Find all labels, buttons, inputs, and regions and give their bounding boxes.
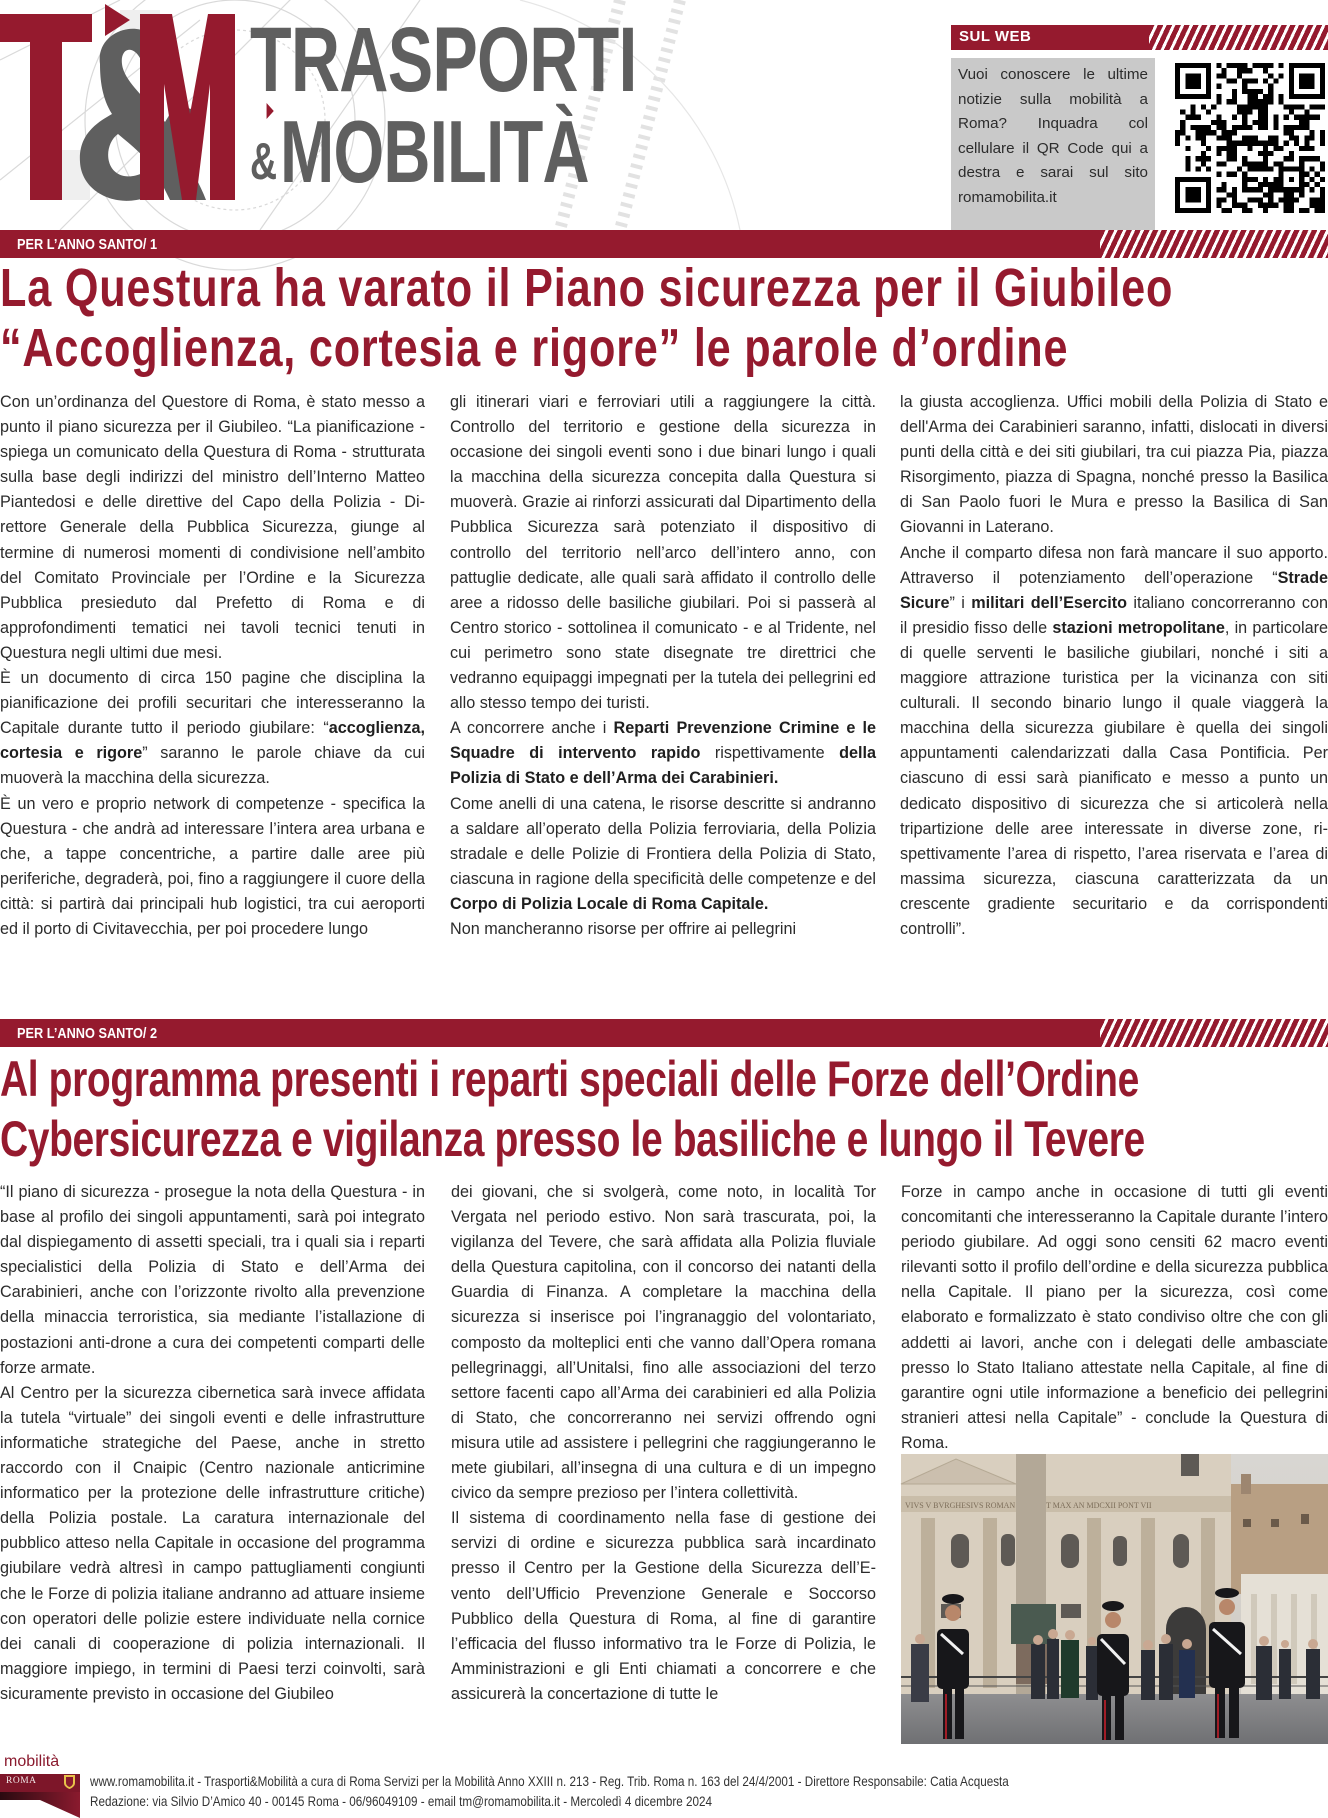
article-2-column-2 (451, 1180, 876, 1750)
sul-web-box (951, 25, 1328, 206)
text-run: , in particolare di quelle serventi le basiliche giubilari, nonché i siti a maggiore attrazione turistica per la vicinanza con siti culturali. Il secondo binario lungo il quale viaggerà la macchina della sicurezza giubilare è quella dei singoli appuntamenti calendarizzati dalla Casa Pontificia. Per ciascuno di essi sarà pianificato e messo a punto un dedicato dispositivo di sicurezza che si articolerà nella tripartizione delle aree interessate in diverse zone, rispettivamente l’area di rispetto, l’area riservata e l’area di massima sicurezza, ciascuna caratterizzata da un crescente gradiente securitario e da corrispondenti controlli”. (900, 618, 1328, 938)
article-2-headline (0, 1049, 1328, 1169)
stripes-decoration (1100, 1019, 1328, 1047)
article-1-column-2 (450, 390, 876, 986)
paragraph: Al Centro per la sicurezza cibernetica sarà invece affidata la tutela “virtuale” dei singoli eventi e delle infrastrutture informatiche strategiche del Paese, anche in stretto raccordo con il Cnaipic (Centro nazionale anticrimine informatico per la protezione delle infrastrutture critiche) della Polizia postale. La caratura internazionale del pubblico atteso nella Capitale in occasione del programma giubilare vedrà altresì in campo pattugliamenti congiunti che le Forze di polizia italiane andranno ad attuare insieme con operatori delle polizie estere individuate nella cornice dei canali di cooperazione di polizia internazionali. Il maggiore impiego, in termini di Paesi terzi coinvolti, sarà sicuramente previsto in occasione del Giubileo (0, 1383, 425, 1703)
triangle-arrow-icon (267, 103, 274, 119)
roma-shield-icon (64, 1775, 75, 1789)
article-2-column-3 (901, 1180, 1328, 1452)
roma-mobilita-logo-city: ROMA (6, 1776, 37, 1786)
paragraph: “Il piano di sicurezza - prosegue la nota della Questura - in base al profilo dei singoli appuntamenti, sarà poi integrato dal dispiegamento di assetti speciali, tra i quali sia i reparti specialistici della Polizia di Stato e dell’Arma dei Carabinieri, anche con l’orizzonte rivolto alla prevenzione della minaccia terroristica, sia mediante l’istallazione di postazioni anti-drone a cura dei competenti comparti delle forze armate. (0, 1183, 425, 1377)
paragraph (0, 666, 425, 791)
sul-web-text: Vuoi conoscere le ultime notizie sulla mobilità a Roma? Inquadra col cellulare il QR Code qui a destra e sarai sul sito romamobilita.it (951, 58, 1155, 236)
footer-publication-info: www.romamobilita.it - Trasporti&Mobilità a cura di Roma Servizi per la Mobilità Anno XXIII n. 213 - Reg. Trib. Roma n. 163 del 24/4/2001 - Direttore Responsabile: Catia Acquesta (90, 1774, 1009, 1789)
paragraph (450, 792, 876, 917)
text-run: italiano concorreranno con il presidio fisso delle (900, 593, 1328, 637)
paragraph: Con un’ordinanza del Questore di Roma, è stato messo a punto il piano sicurezza per il Giubileo. “La pianificazione - spiega un comunicato della Questura di Roma - strutturata sulla base degli indirizzi del ministro dell’Interno Matteo Piantedosi e delle direttive del Capo della Polizia - Direttore Generale della Pubblica Sicurezza, giunge al termine di numerosi momenti di condivisione nell’ambito del Comitato Provinciale per l’Ordine e la Sicurezza Pubblica presieduto dal Prefetto di Roma e di approfondimenti tematici nei tavoli tecnici tenuti in Questura negli ultimi due mesi. (0, 393, 425, 662)
paragraph: gli itinerari viari e ferroviari utili a raggiungere la città. Controllo del territorio e gestione della sicurezza in occasione dei singoli eventi sono i due binari lungo i quali la macchina della sicurezza concepita dalla Questura si muoverà. Grazie ai rinforzi assicurati dal Dipartimento della Pubblica Sicurezza sarà potenziato il dispositivo di controllo del territorio nell’arco dell’intero anno, con pattuglie dedicate, alle quali sarà affidato il controllo delle aree a ridosso delle basiliche giubilari. Poi si passerà al Centro storico - sottolinea il comunicato - e al Tridente, nel cui perimetro sono state disegnate tre direttrici che vedranno equipaggi impegnati per la tutela dei pellegrini ed allo stesso tempo dei turisti. (450, 393, 876, 713)
masthead (0, 0, 1328, 230)
text-run: rispettivamente (700, 744, 840, 763)
text-run: ” saranno le parole chiave da cui muoverà la macchina della sicurezza. (0, 744, 425, 788)
paragraph (900, 541, 1328, 943)
tm-logo (0, 4, 235, 200)
facade-inscription-left: VIVS V BVRGHESIVS ROMAN (905, 1501, 1016, 1510)
bold-text-run: stazioni metropolitane (1052, 618, 1225, 637)
text-run: Come anelli di una catena, le risorse descritte si andranno a saldare all’operato della Polizia ferroviaria, della Polizia stradale e delle Polizie di Frontiera della Polizia di Stato, ciascuna in ragione della specificità delle competenze e del (450, 794, 876, 888)
article-2-headline-line2: Cybersicurezza e vigilanza presso le basiliche e lungo il Tevere (0, 1111, 1145, 1167)
carabinieri-st-peters-photo (901, 1454, 1328, 1744)
paragraph: la giusta accoglienza. Uffici mobili della Polizia di Stato e dell'Arma dei Carabinieri saranno, infatti, dislocati in diversi punti della città e dei siti giubilari, tra cui piazza Pia, piazza Risorgimento, piazza di Spagna, nonché presso la Basilica di San Paolo fuori le Mura e presso la Basilica di San Giovanni in Laterano. (900, 393, 1328, 537)
article-1-headline-line1: La Questura ha varato il Piano sicurezza per il Giubileo (0, 258, 1174, 318)
article-2-headline-line1: Al programma presenti i reparti speciali delle Forze dell’Ordine (0, 1051, 1139, 1107)
roma-mobilita-logo-ribbon (0, 1792, 80, 1818)
brand-title-trasporti: TRASPORTI (250, 9, 637, 111)
brand-title (250, 9, 773, 201)
text-run: A concorrere anche i (450, 719, 614, 738)
roma-mobilita-logo-word: mobilità (4, 1753, 60, 1770)
bold-text-run: Strade Sicure (900, 568, 1328, 612)
article-1-headline-line2: “Accoglienza, cortesia e rigore” le parole d’ordine (0, 318, 1069, 378)
article-1-column-1 (0, 390, 425, 986)
paragraph: dei giovani, che si svolgerà, come noto, in località Tor Vergata nel periodo estivo. Non sarà trascurata, poi, la vigilanza del Tevere, che sarà affidata alla Polizia fluviale della Questura capitolina, con il concorso dei natanti della Guardia di Finanza. A completare la macchina della sicurezza si inserisce poi l’ingranaggio del volontariato, composto da molteplici enti che vanno dall’Opera romana pellegrinaggi, all’Unitalsi, fino alle associazioni del terzo settore facenti capo all’Arma dei carabinieri ed alla Polizia di Stato, che concorreranno nei servizi offrendo ogni misura utile ad assistere i pellegrini che raggiungeranno le mete giubilari, all’insegna di una cultura e di un impegno civico da sempre prezioso per l’intera collettività. (451, 1183, 876, 1503)
bold-text-run: Reparti Prevenzione Crimine e le Squadre di intervento rapido (450, 719, 876, 763)
sul-web-banner (951, 25, 1328, 50)
article-1-kicker: PER L’ANNO SANTO/ 1 (17, 236, 158, 253)
footer-contact-info: Redazione: via Silvio D’Amico 40 - 00145 Roma - 06/96049109 - email tm@romamobilita.it - Mercoledì 4 dicembre 2024 (90, 1794, 713, 1809)
brand-title-ampersand (250, 133, 277, 191)
article-1-column-3 (900, 390, 1328, 986)
bold-text-run: Corpo di Polizia Locale di Roma Capitale. (450, 894, 769, 913)
text-run: È un documento di circa 150 pagine che disciplina la pianificazione dei profili securitari che interesseranno la Capitale durante tutto il periodo giubilare: “ (0, 669, 425, 738)
article-2-kicker: PER L’ANNO SANTO/ 2 (17, 1025, 158, 1042)
text-run: Anche il comparto difesa non farà mancare il suo apporto. Attraverso il potenziamento dell’operazione “ (900, 543, 1328, 587)
brand-amp-text: & (250, 133, 277, 191)
paragraph (450, 716, 876, 791)
article-1-kicker-banner (0, 230, 1328, 258)
stripes-decoration (1100, 230, 1328, 258)
bold-text-run: militari dell’Esercito (971, 593, 1128, 612)
paragraph: Non mancheranno risorse per offrire ai pellegrini (450, 919, 797, 938)
article-2-kicker-banner (0, 1019, 1328, 1047)
bold-text-run: della Polizia di Stato e dell’Arma dei Carabinieri. (450, 744, 877, 788)
facade-inscription-right: T MAX AN MDCXII PONT VII (1046, 1501, 1152, 1510)
article-2-column-1 (0, 1180, 425, 1750)
sul-web-label: SUL WEB (959, 28, 1032, 45)
qr-code-icon[interactable] (1174, 63, 1326, 213)
paragraph: Forze in campo anche in occasione di tutti gli eventi concomitanti che interesseranno la Capitale durante l’intero periodo giubilare. Ad oggi sono censiti 62 macro eventi rilevanti sotto il profilo dell’ordine e della sicurezza pubblica nella Capitale. Il piano per la sicurezza, così come elaborato e formalizzato è stato condiviso oltre che con gli addetti ai lavori, anche con i delegati delle ambasciate presso lo Stato Italiano attestate nella Capitale, al fine di garantire ogni utile informazione a beneficio dei pellegrini stranieri attesi nella Capitale” - conclude la Questura di Roma. (901, 1183, 1328, 1452)
paragraph: Il sistema di coordinamento nella fase di gestione dei servizi di ordine e sicurezza pubblica sarà incardinato presso il Centro per la Gestione della Sicurezza dell’Evento dell’Ufficio Prevenzione Generale e Soccorso Pubblico della Questura di Roma, al fine di garantire l’efficacia del flusso informativo tra le Forze di Polizia, le Amministrazioni e gli Enti chiamati a concorrere e che assicurerà la concertazione di tutte le (451, 1509, 876, 1703)
footer (0, 1752, 1328, 1818)
stripes-decoration (1149, 25, 1328, 50)
brand-title-mobilita: MOBILITÀ (280, 102, 589, 201)
text-run: ” i (949, 593, 972, 612)
paragraph: È un vero e proprio network di competenze - specifica la Questura - che andrà ad interessare l’intera area urbana e che, a tappe concentriche, a partire dalle aree più periferiche, degraderà, poi, fino a raggiungere il cuore della città: si partirà dai principali hub logistici, tra cui aeroporti ed il porto di Civitavecchia, per poi procedere lungo (0, 794, 425, 938)
bold-text-run: accoglienza, cortesia e rigore (0, 719, 425, 763)
article-1-headline (0, 258, 1328, 378)
